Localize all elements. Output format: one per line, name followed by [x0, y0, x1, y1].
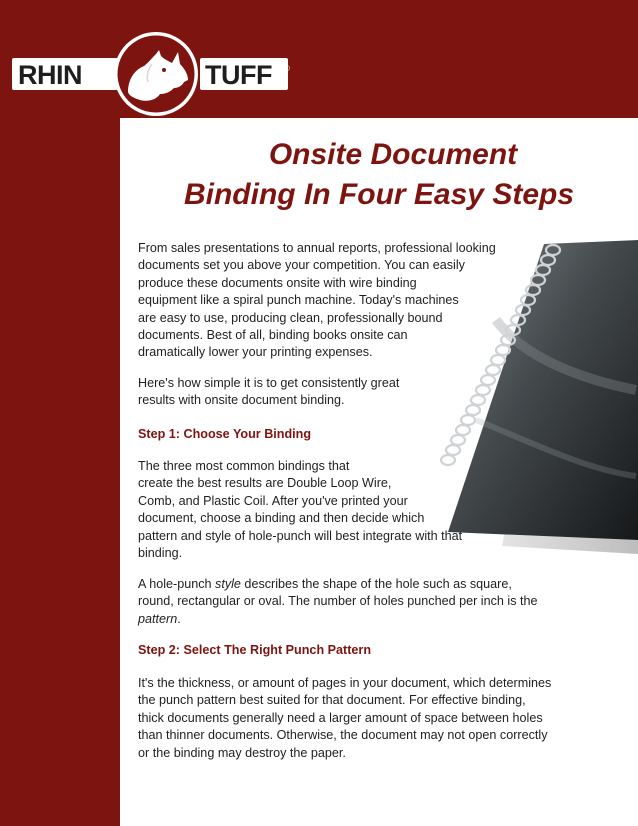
- step-1-paragraph: [138, 458, 618, 562]
- text-line: results with onsite document binding.: [138, 393, 345, 408]
- pattern-term: pattern: [138, 611, 178, 626]
- lead-paragraph: [138, 375, 618, 410]
- style-term: style: [215, 577, 241, 591]
- rhino-icon: [112, 30, 200, 118]
- text-line: thick documents generally need a larger amount of space between holes: [138, 710, 543, 725]
- text-fragment: A hole-punch: [138, 577, 216, 591]
- step-1-heading: Step 1: Choose Your Binding: [138, 427, 312, 441]
- logo-right-word: TUFF: [205, 60, 272, 90]
- page-title-line-2: Binding In Four Easy Steps: [183, 178, 575, 211]
- text-line: create the best results are Double Loop Wire,: [138, 476, 392, 491]
- text-line: than thinner documents. Otherwise, the document may not open correctly: [138, 728, 548, 743]
- style-pattern-paragraph: [138, 576, 618, 628]
- intro-paragraph: [138, 240, 618, 362]
- logo-left-word: RHIN: [18, 60, 82, 90]
- text-line: round, rectangular or oval. The number of holes punched per inch is the: [138, 594, 538, 609]
- brand-logo: [8, 22, 298, 114]
- text-line: Here's how simple it is to get consistently great: [138, 376, 400, 390]
- text-line: Comb, and Plastic Coil. After you've printed your: [138, 493, 408, 508]
- text-line: [138, 576, 618, 593]
- text-line: binding.: [138, 546, 183, 561]
- step-2-heading: Step 2: Select The Right Punch Pattern: [138, 643, 372, 657]
- text-line: produce these documents onsite with wire binding: [138, 275, 417, 290]
- text-line: documents. Best of all, binding books onsite can: [138, 328, 408, 343]
- text-line: the punch pattern best suited for that document. For effective binding,: [138, 693, 526, 708]
- text-fragment: .: [177, 611, 181, 626]
- text-line: [138, 611, 618, 628]
- text-line: pattern and style of hole-punch will best integrate with that: [138, 528, 463, 543]
- text-line: or the binding may destroy the paper.: [138, 745, 346, 760]
- text-line: document, choose a binding and then decide which: [138, 511, 425, 526]
- step-2-paragraph: [138, 675, 618, 762]
- text-line: equipment like a spiral punch machine. Today's machines: [138, 293, 459, 308]
- text-line: It's the thickness, or amount of pages in your document, which determines: [138, 676, 552, 690]
- text-line: From sales presentations to annual reports, professional looking: [138, 241, 496, 255]
- logo-registered-mark: ®: [284, 64, 290, 73]
- page-title-line-1: Onsite Document: [268, 138, 518, 171]
- text-fragment: describes the shape of the hole such as square,: [240, 577, 512, 591]
- text-line: The three most common bindings that: [138, 459, 350, 473]
- left-sidebar-band: [0, 118, 120, 826]
- text-line: dramatically lower your printing expenses.: [138, 345, 373, 360]
- text-line: documents set you above your competition. You can easily: [138, 258, 465, 273]
- text-line: are easy to use, producing clean, professionally bound: [138, 310, 443, 325]
